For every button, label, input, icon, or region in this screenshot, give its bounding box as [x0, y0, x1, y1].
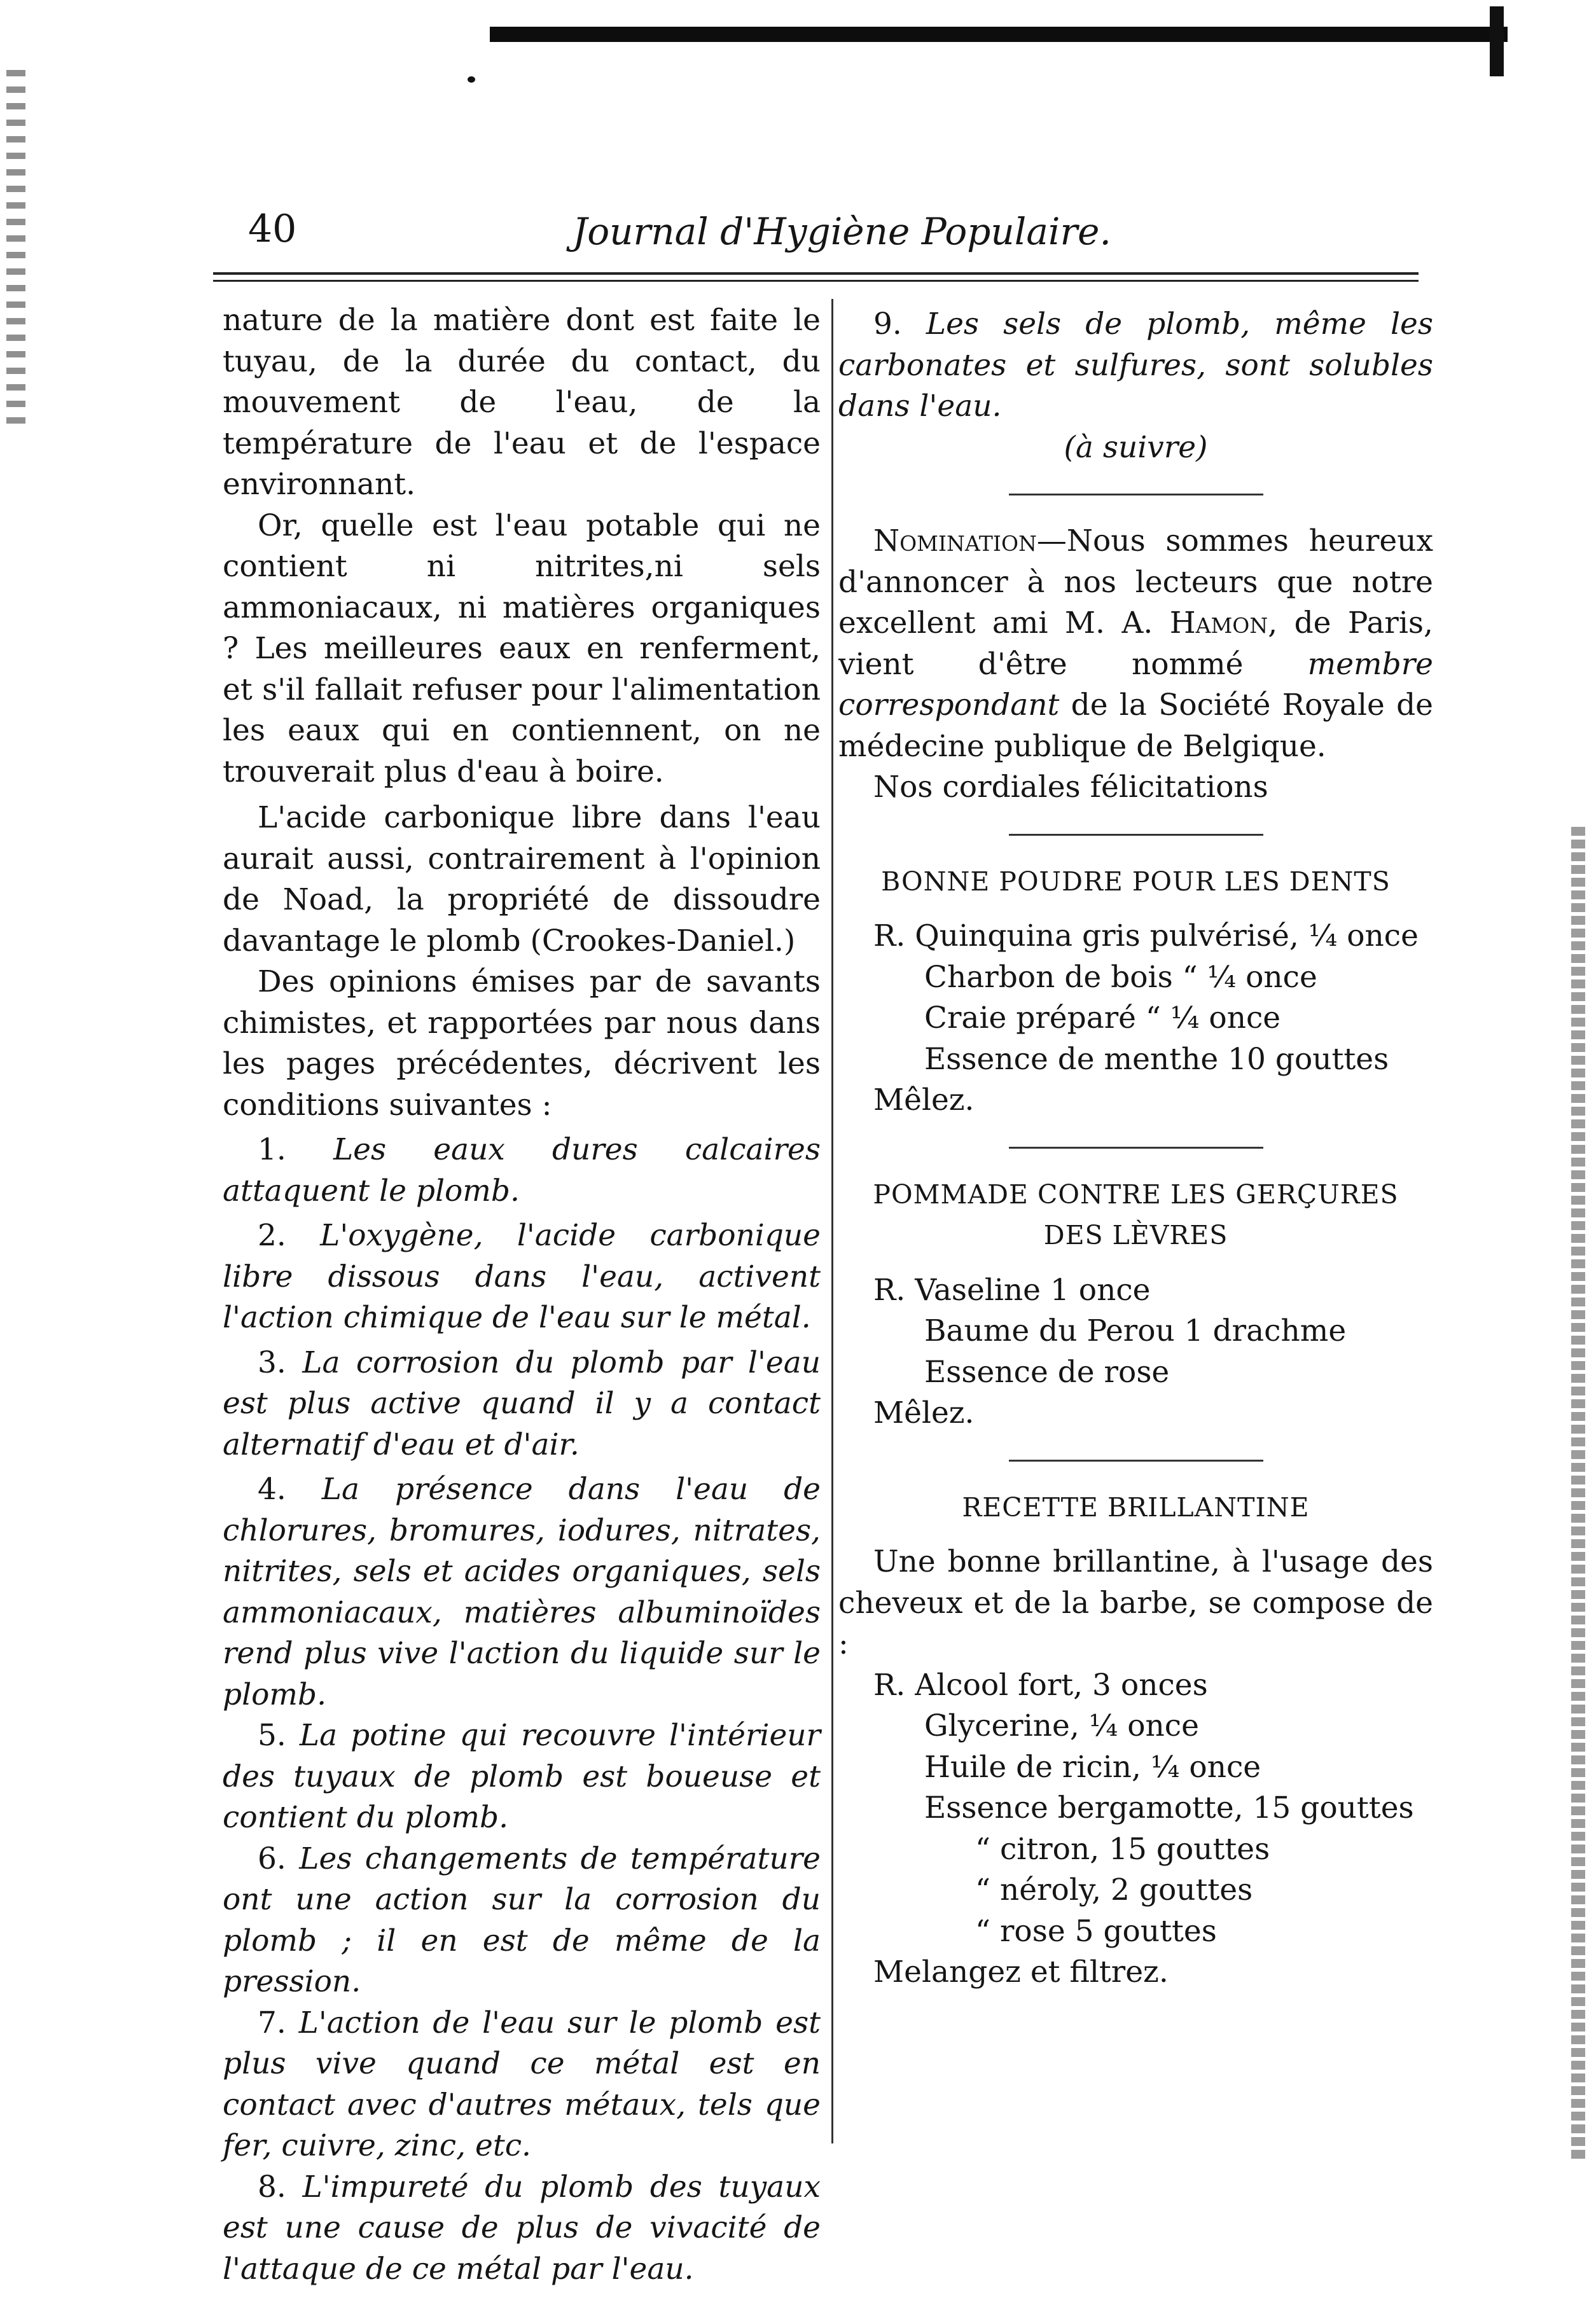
recipe-line: “ rose 5 gouttes	[975, 1913, 1217, 1949]
recipe-line: R. Alcool fort, 3 onces	[873, 1667, 1208, 1703]
brillantine-intro: Une bonne brillantine, à l'usage des cheveux et de la barbe, se compose de :	[838, 1544, 1433, 1661]
paragraph-2: Or, quelle est l'eau potable qui ne contient ni nitrites,ni sels ammoniacaux, ni matières organiques ? Les meilleures eaux en renferment, et s'il fallait refuser pour l'alimentation les eaux qui en contiennent, on ne trouverait plus d'eau à boire.	[223, 508, 821, 789]
nomination-text-c: de la Société Royale de médecine publique de Belgique.	[838, 688, 1433, 764]
recipe-instruction: Mêlez.	[873, 1083, 975, 1118]
header-rule-top	[213, 272, 1419, 275]
item-text: Les changements de température ont une action sur la corrosion du plomb ; il en est de même de la pression.	[223, 1841, 821, 1999]
item-number: 5.	[258, 1718, 286, 1753]
item-number: 1.	[258, 1132, 286, 1167]
recipe-line: Glycerine, ¼ once	[924, 1708, 1199, 1743]
recipe-line: Craie préparé “ ¼ once	[924, 1000, 1281, 1035]
condition-item-8	[223, 2167, 821, 2290]
top-rule-bar	[490, 27, 1508, 42]
recipe-title-pommade-1: POMMADE CONTRE LES GERÇURES	[873, 1179, 1399, 1210]
recipe-line: Essence de menthe 10 gouttes	[924, 1041, 1389, 1077]
condition-item-2	[223, 1215, 821, 1339]
condition-item-7	[223, 2003, 821, 2167]
item-number: 8.	[258, 2169, 286, 2205]
item-text: L'action de l'eau sur le plomb est plus vive quand ce métal est en contact avec d'autres métaux, tels que fer, cuivre, zinc, etc.	[223, 2005, 821, 2163]
section-divider	[1009, 1147, 1263, 1149]
recipe-line: R. Vaseline 1 once	[873, 1272, 1151, 1308]
a-suivre-note: (à suivre)	[1064, 429, 1208, 465]
item-text: La corrosion du plomb par l'eau est plus active quand il y a contact alternatif d'eau et d'air.	[223, 1345, 821, 1462]
nomination-name: Hamon	[1169, 606, 1268, 640]
item-number: 9.	[873, 307, 902, 342]
section-divider	[1009, 1460, 1263, 1462]
condition-item-1	[223, 1130, 821, 1212]
condition-item-6	[223, 1839, 821, 2003]
nomination-label: Nomination	[873, 523, 1037, 558]
item-number: 3.	[258, 1345, 286, 1380]
item-text: La présence dans l'eau de chlorures, bromures, iodures, nitrates, nitrites, sels et acides organiques, sels ammoniacaux, matières albuminoïdes rend plus vive l'action du liquide sur le plomb.	[223, 1472, 821, 1712]
item-text: La potine qui recouvre l'intérieur des tuyaux de plomb est boueuse et contient du plomb.	[223, 1718, 821, 1835]
item-text: Les eaux dures calcaires attaquent le plomb.	[223, 1132, 821, 1208]
nomination-role: membre correspondant	[838, 646, 1433, 723]
left-column	[223, 300, 821, 2290]
right-binding-marks	[1571, 827, 1585, 2163]
ink-speck	[468, 76, 475, 83]
recipe-line: Essence bergamotte, 15 gouttes	[924, 1790, 1414, 1825]
condition-item-4	[223, 1469, 821, 1715]
item-number: 4.	[258, 1472, 286, 1507]
recipe-instruction: Mêlez.	[873, 1395, 975, 1430]
item-number: 2.	[258, 1218, 286, 1253]
item-text: L'oxygène, l'acide carbonique libre dissous dans l'eau, activent l'action chimique de l'eau sur le métal.	[223, 1218, 821, 1335]
item-text: L'impureté du plomb des tuyaux est une cause de plus de vivacité de l'attaque de ce métal par l'eau.	[223, 2169, 821, 2287]
item-number: 6.	[258, 1841, 286, 1876]
journal-title: Journal d'Hygiène Populaire.	[572, 210, 1111, 253]
header-rule-bottom	[213, 280, 1419, 282]
nomination-text-b: , de Paris, vient d'être nommé	[838, 606, 1433, 682]
recipe-line: “ néroly, 2 gouttes	[975, 1872, 1253, 1907]
recipe-title-brillantine: RECETTE BRILLANTINE	[962, 1492, 1310, 1523]
section-divider	[1009, 834, 1263, 836]
recipe-line: “ citron, 15 gouttes	[975, 1831, 1270, 1867]
recipe-instruction: Melangez et filtrez.	[873, 1955, 1169, 1990]
recipe-line: Essence de rose	[924, 1354, 1170, 1390]
recipe-title-pommade-2: DES LÈVRES	[1043, 1220, 1228, 1250]
condition-item-5	[223, 1715, 821, 1839]
top-rule-bar-edge	[1490, 6, 1504, 76]
item-number: 7.	[258, 2005, 286, 2040]
right-column	[838, 304, 1433, 1993]
recipe-line: Baume du Perou 1 drachme	[924, 1313, 1347, 1348]
paragraph-3: L'acide carbonique libre dans l'eau aurait aussi, contrairement à l'opinion de Noad, la propriété de dissoudre davantage le plomb (Crookes-Daniel.)	[223, 800, 821, 959]
recipe-line: R. Quinquina gris pulvérisé, ¼ once	[873, 918, 1419, 953]
section-divider	[1009, 494, 1263, 495]
recipe-line: Huile de ricin, ¼ once	[924, 1749, 1261, 1785]
nomination-congrats: Nos cordiales félicitations	[873, 770, 1268, 805]
recipe-title-dents: BONNE POUDRE POUR LES DENTS	[881, 866, 1391, 897]
paragraph-1: nature de la matière dont est faite le tuyau, de la durée du contact, du mouvement de l'eau, de la température de l'eau et de l'espace environnant.	[223, 303, 821, 502]
item-text: Les sels de plomb, même les carbonates et sulfures, sont solubles dans l'eau.	[838, 307, 1433, 424]
recipe-line: Charbon de bois “ ¼ once	[924, 959, 1317, 995]
page-number: 40	[248, 207, 297, 251]
column-separator	[831, 299, 833, 2143]
condition-item-9	[838, 304, 1433, 427]
left-binding-marks	[6, 70, 25, 426]
paragraph-4: Des opinions émises par de savants chimistes, et rapportées par nous dans les pages précédentes, décrivent les conditions suivantes :	[223, 964, 821, 1123]
nomination-paragraph	[838, 521, 1433, 767]
condition-item-3	[223, 1343, 821, 1466]
nomination-text-a: —Nous sommes heureux d'annoncer à nos lecteurs que notre excellent ami M. A.	[838, 523, 1433, 640]
